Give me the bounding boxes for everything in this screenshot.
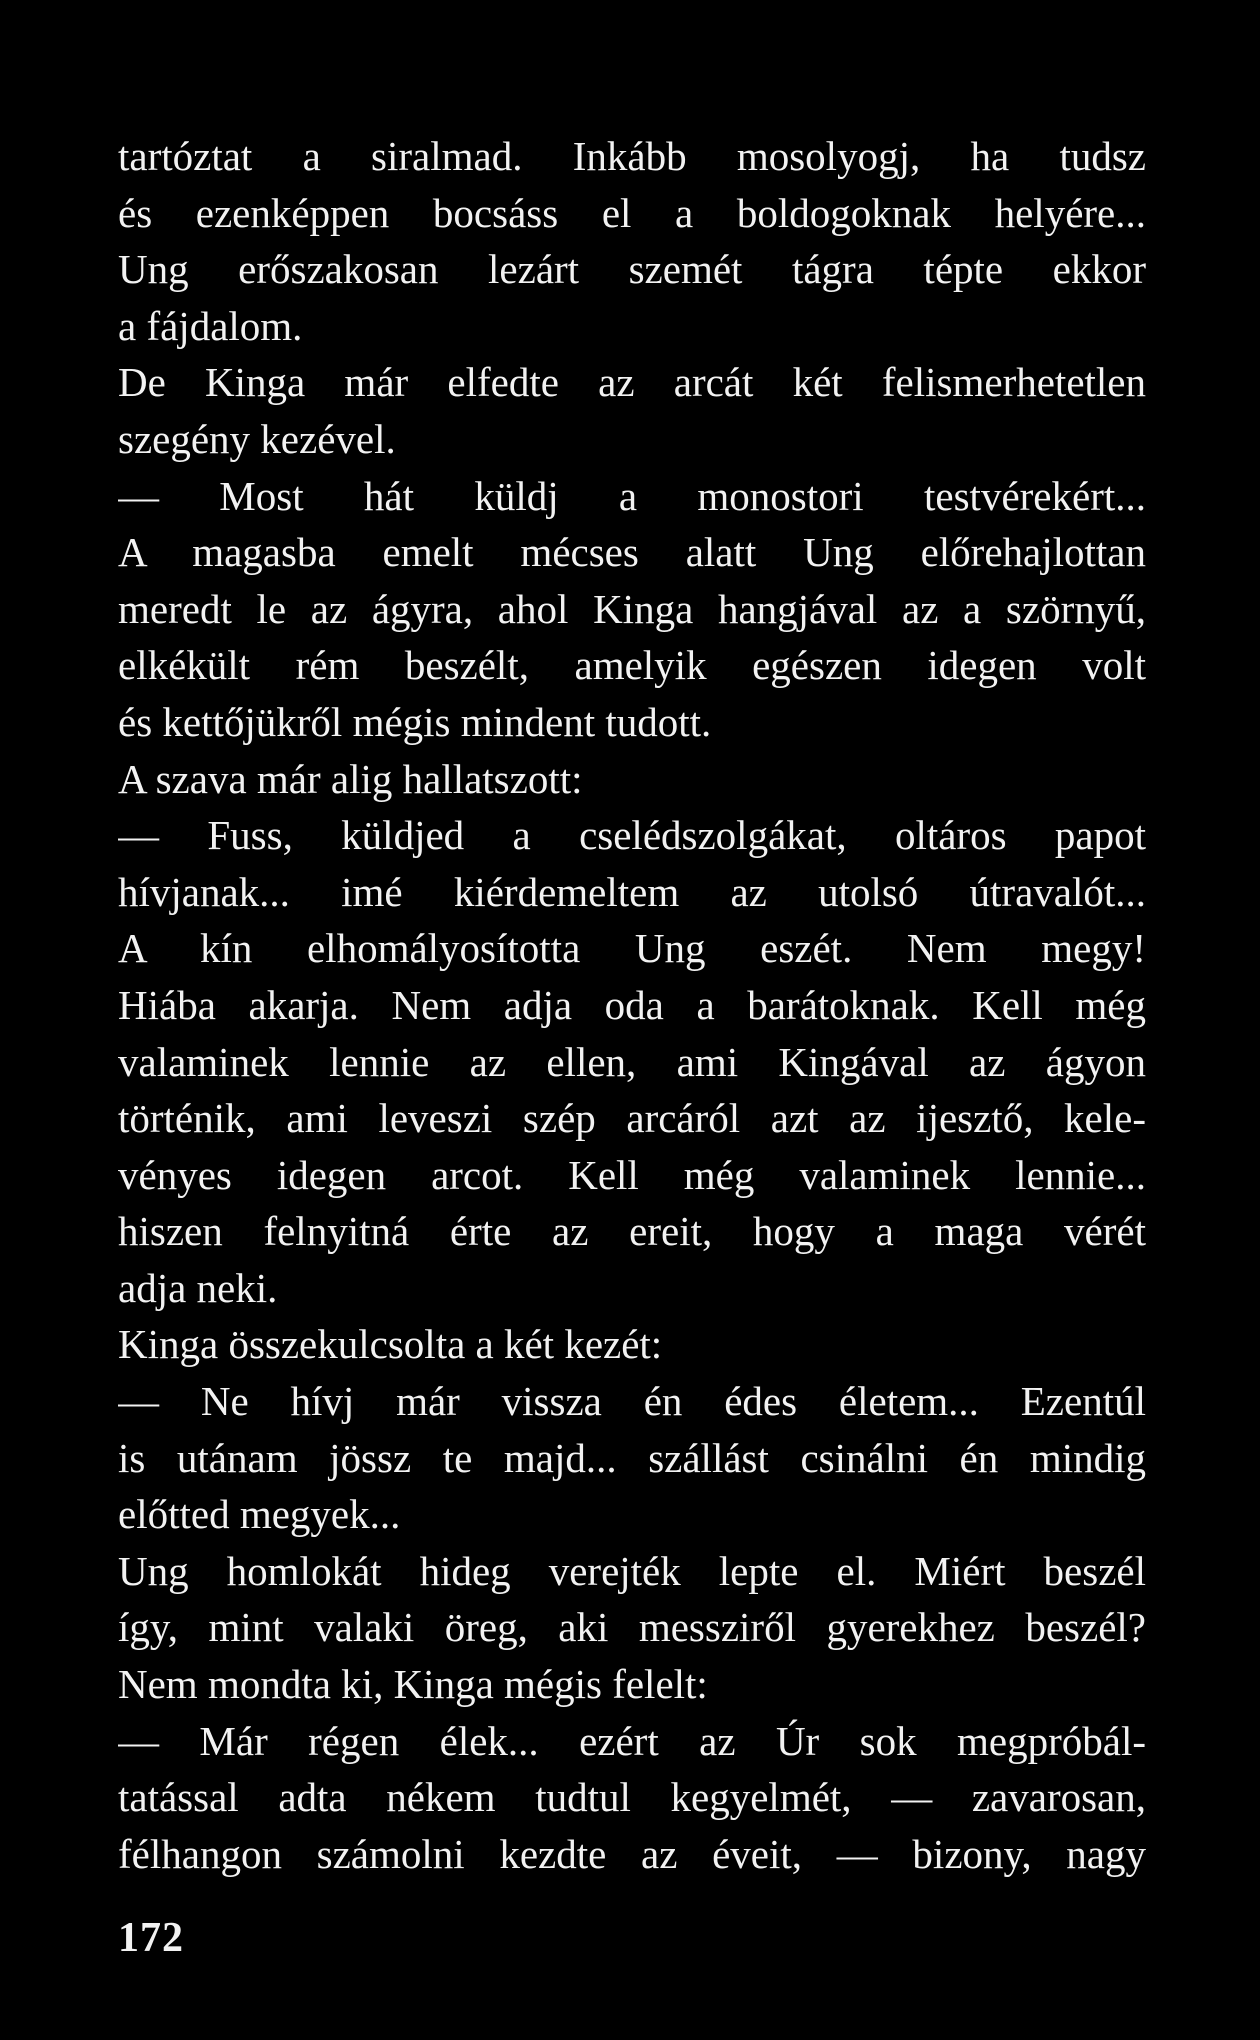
text-line: De Kinga már elfedte az arcát két felismerhetetlen [118, 359, 1146, 406]
text-line: így, mint valaki öreg, aki messziről gyerekhez beszél? [118, 1604, 1146, 1651]
text-line: — Fuss, küldjed a cselédszolgákat, oltáros papot [118, 812, 1146, 859]
text-line: is utánam jössz te majd... szállást csinálni én mindig [118, 1434, 1146, 1481]
text-line: elkékült rém beszélt, amelyik egészen idegen volt [118, 642, 1146, 689]
text-line: a fájdalom. [118, 302, 303, 349]
text-line: Nem mondta ki, Kinga mégis felelt: [118, 1661, 708, 1708]
text-line: A szava már alig hallatszott: [118, 755, 583, 802]
text-line: Ung erőszakosan lezárt szemét tágra tépte ekkor [118, 246, 1146, 293]
text-line: történik, ami leveszi szép arcáról azt az ijesztő, kele- [118, 1095, 1146, 1142]
text-line: előtted megyek... [118, 1491, 401, 1538]
text-line: hívjanak... imé kiérdemeltem az utolsó útravalót... [118, 868, 1146, 915]
text-line: valaminek lennie az ellen, ami Kingával az ágyon [118, 1038, 1146, 1085]
text-line: — Most hát küldj a monostori testvérekért... [118, 472, 1146, 519]
body-text [118, 128, 1146, 1882]
text-line: adja neki. [118, 1264, 278, 1311]
text-line: és ezenképpen bocsáss el a boldogoknak helyére... [118, 189, 1146, 236]
text-line: vényes idegen arcot. Kell még valaminek lennie... [118, 1151, 1146, 1198]
text-line: — Már régen élek... ezért az Úr sok megpróbál- [118, 1717, 1146, 1764]
text-line: A kín elhomályosította Ung eszét. Nem megy! [118, 925, 1146, 972]
text-line: szegény kezével. [118, 415, 396, 462]
text-line: Ung homlokát hideg verejték lepte el. Miért beszél [118, 1547, 1146, 1594]
text-line: hiszen felnyitná érte az ereit, hogy a maga vérét [118, 1208, 1146, 1255]
text-line: tatással adta nékem tudtul kegyelmét, — zavarosan, [118, 1774, 1146, 1821]
text-line: meredt le az ágyra, ahol Kinga hangjával az a szörnyű, [118, 585, 1146, 632]
text-line: Hiába akarja. Nem adja oda a barátoknak. Kell még [118, 981, 1146, 1028]
text-line: tartóztat a siralmad. Inkább mosolyogj, ha tudsz [118, 133, 1146, 179]
text-line: — Ne hívj már vissza én édes életem... Ezentúl [118, 1378, 1146, 1425]
text-line: félhangon számolni kezdte az éveit, — bizony, nagy [118, 1830, 1146, 1877]
text-line: és kettőjükről mégis mindent tudott. [118, 698, 712, 745]
text-line: Kinga összekulcsolta a két kezét: [118, 1321, 663, 1368]
text-line: A magasba emelt mécses alatt Ung előrehajlottan [118, 529, 1146, 576]
page-number: 172 [118, 1915, 184, 1961]
